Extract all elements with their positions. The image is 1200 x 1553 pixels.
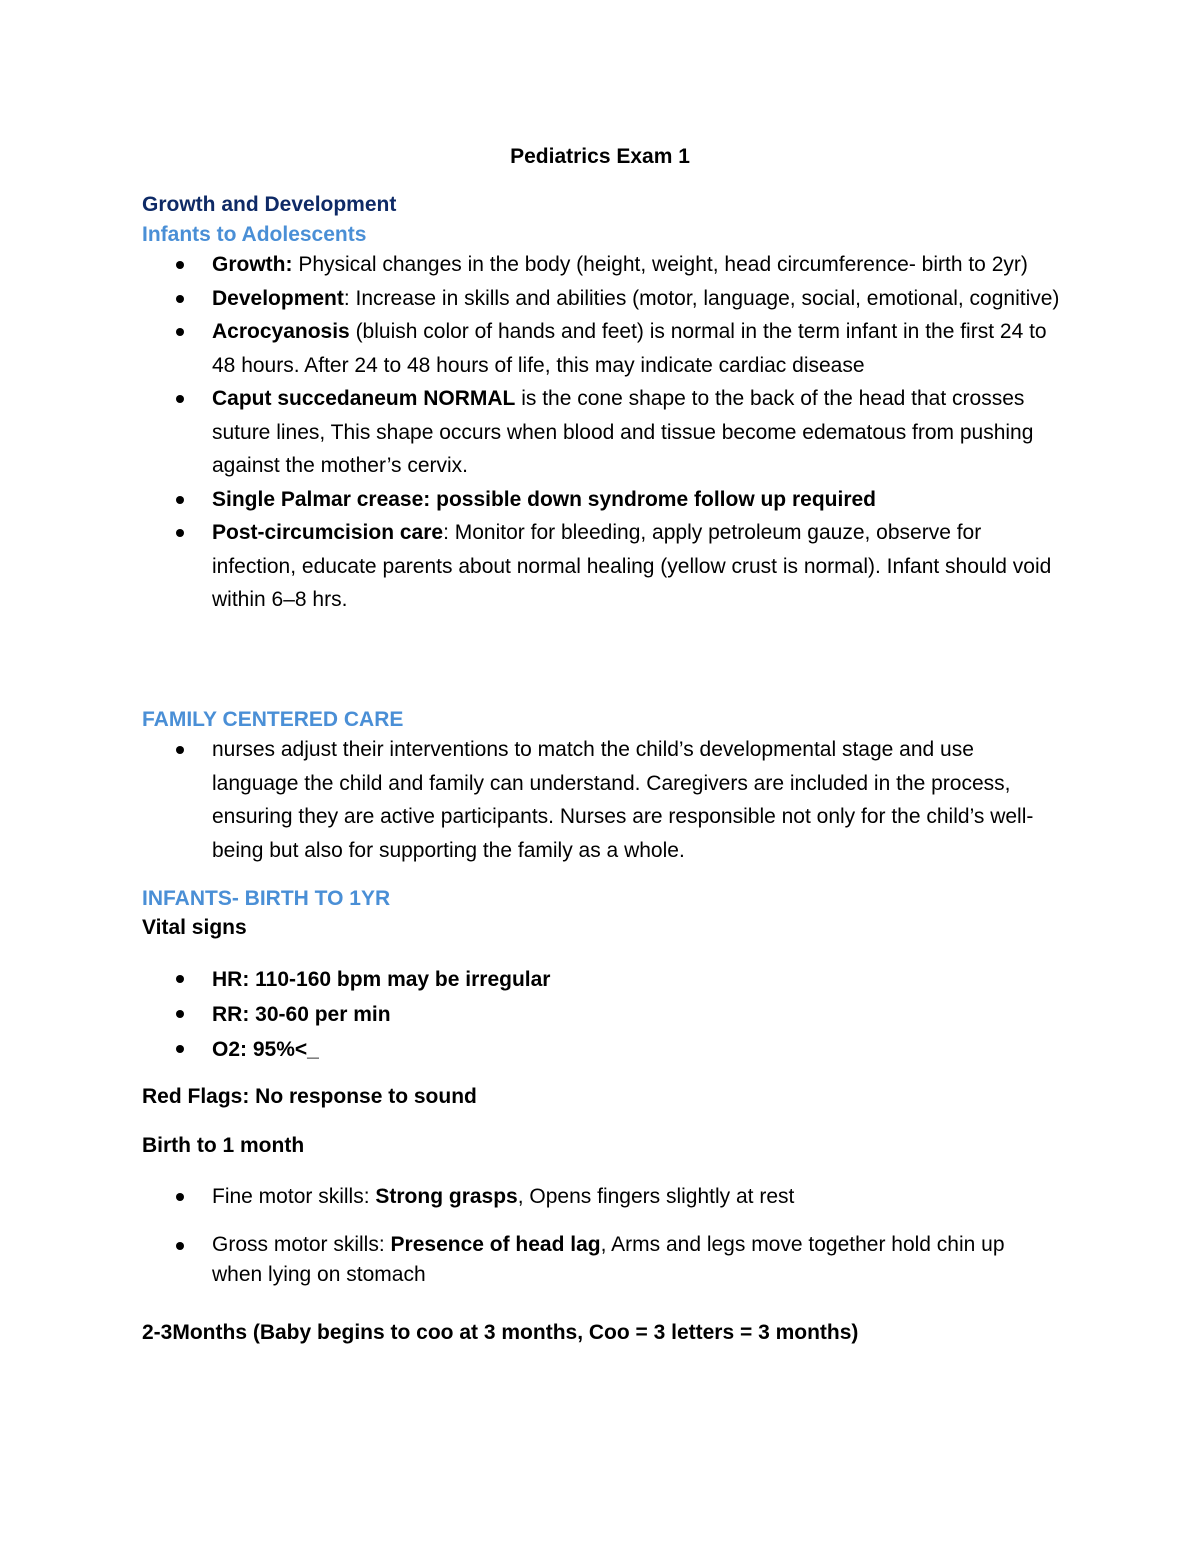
document-title: Pediatrics Exam 1 xyxy=(510,145,690,168)
bullet-icon xyxy=(176,975,184,983)
vitals-bullet-list xyxy=(0,962,1072,1067)
definition-caput-succedaneum: is the cone shape to the back of the head that crosses suture lines, This shape occurs when blood and tissue become edematous from pushing against the mother’s cervix. xyxy=(212,387,1034,477)
bullet-icon xyxy=(176,1242,184,1250)
gross-motor-term: Presence of head lag xyxy=(390,1233,601,1256)
heading-infants-birth-1yr: INFANTS- BIRTH TO 1YR xyxy=(142,887,391,910)
vital-o2: O2: 95%<_ xyxy=(212,1038,319,1061)
bullet-icon xyxy=(176,1045,184,1053)
bullet-icon xyxy=(176,1193,184,1201)
subheading-infants-adolescents: Infants to Adolescents xyxy=(142,223,367,246)
list-item xyxy=(0,282,1072,316)
list-item xyxy=(0,997,1072,1032)
birth-month-list-2 xyxy=(0,1230,1072,1290)
list-item xyxy=(0,248,1072,282)
list-item xyxy=(0,1230,1072,1290)
term-post-circumcision-care: Post-circumcision care xyxy=(212,521,444,544)
gross-motor-prefix: Gross motor skills: xyxy=(212,1233,391,1256)
bullet-icon xyxy=(176,395,184,403)
bullet-icon xyxy=(176,496,184,504)
term-single-palmar-crease: Single Palmar crease: possible down syndrome follow up required xyxy=(212,487,876,511)
bullet-icon xyxy=(176,529,184,537)
bullet-icon xyxy=(176,261,184,269)
bullet-icon xyxy=(176,328,184,336)
family-care-text: nurses adjust their interventions to match the child’s developmental stage and use language the child and family can understand. Caregivers are included in the process, ensuring they are active participants. Nurses are responsible not only for the child’s well-being but also for supporting the family as a whole. xyxy=(212,738,1034,862)
fine-motor-term: Strong grasps xyxy=(375,1185,518,1208)
red-flags-text: Red Flags: No response to sound xyxy=(142,1085,477,1108)
heading-growth-development: Growth and Development xyxy=(142,193,397,216)
fine-motor-prefix: Fine motor skills: xyxy=(212,1185,376,1208)
growth-bullet-list xyxy=(0,248,1072,617)
bullet-icon xyxy=(176,295,184,303)
definition-growth: Physical changes in the body (height, weight, head circumference- birth to 2yr) xyxy=(292,253,1028,276)
list-item xyxy=(0,1032,1072,1067)
birth-month-list-1 xyxy=(0,1180,1072,1214)
term-growth: Growth: xyxy=(212,253,293,276)
list-item xyxy=(0,962,1072,997)
family-bullet-list xyxy=(0,733,1072,867)
gross-motor-text: , Arms and legs move together hold chin up when lying on stomach xyxy=(212,1233,1005,1286)
list-item xyxy=(0,733,1072,867)
list-item xyxy=(0,315,1072,382)
bullet-icon xyxy=(176,746,184,754)
definition-acrocyanosis: (bluish color of hands and feet) is normal in the term infant in the first 24 to 48 hours. After 24 to 48 hours of life, this may indicate cardiac disease xyxy=(212,320,1047,377)
list-item xyxy=(0,1180,1072,1214)
vital-signs-label: Vital signs xyxy=(142,916,247,939)
birth-to-1-month-label: Birth to 1 month xyxy=(142,1134,305,1157)
list-item xyxy=(0,516,1072,617)
bullet-icon xyxy=(176,1010,184,1018)
term-development: Development xyxy=(212,286,344,310)
list-item xyxy=(0,382,1072,483)
list-item xyxy=(0,483,1072,517)
vital-rr: RR: 30-60 per min xyxy=(212,1003,391,1026)
heading-family-centered-care: FAMILY CENTERED CARE xyxy=(142,708,404,731)
vital-hr: HR: 110-160 bpm may be irregular xyxy=(212,968,551,991)
two-three-months-label: 2-3Months (Baby begins to coo at 3 months, Coo = 3 letters = 3 months) xyxy=(142,1321,859,1344)
definition-development: : Increase in skills and abilities (motor, language, social, emotional, cognitive) xyxy=(343,286,1060,310)
term-acrocyanosis: Acrocyanosis xyxy=(212,320,350,343)
definition-post-circumcision-care: : Monitor for bleeding, apply petroleum gauze, observe for infection, educate parents about normal healing (yellow crust is normal). Infant should void within 6–8 hrs. xyxy=(212,521,1052,611)
term-caput-succedaneum: Caput succedaneum NORMAL xyxy=(212,387,516,410)
fine-motor-text: , Opens fingers slightly at rest xyxy=(517,1185,795,1208)
